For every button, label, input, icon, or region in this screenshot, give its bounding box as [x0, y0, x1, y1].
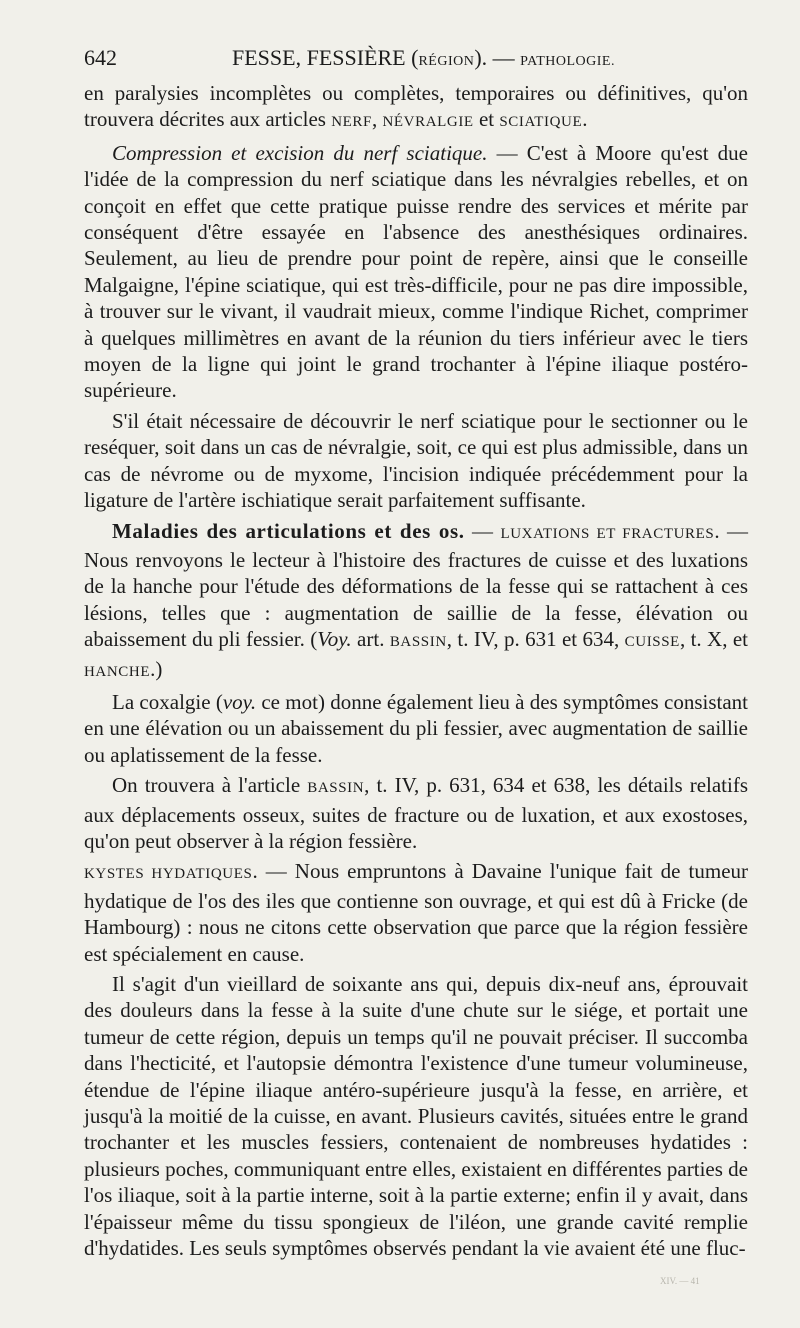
- p5-voy: voy.: [222, 689, 257, 714]
- paragraph-compression: [84, 140, 748, 404]
- ref-sciatique: SCIATIQUE: [499, 114, 583, 131]
- p4-text1: . — Nous renvoyons le lecteur à l'histoire des fractures de cuisse et des luxations de la hanche pour l'étude des déformations de la fesse qui se rattachent à ces lésions, telles que : augmentation de saillie de la fesse, élévation ou abaissement du pli fessier. (: [84, 518, 749, 652]
- p6-text2: , t. IV, p. 631, 634 et 638, les détails relatifs aux déplacements osseux, suites de fracture ou de luxation, et aux exostoses, qu'on peut observer à la région fessière.: [84, 773, 749, 853]
- p5-text2: ce mot) donne également lieu à des symptômes consistant en une élévation ou un abaissement du pli fessier, avec augmentation de saillie ou aplatissement de la fesse.: [84, 689, 748, 767]
- p4-voy: Voy.: [317, 627, 352, 652]
- paragraph-coxalgie: [84, 689, 748, 768]
- p4-text3: , t. IV, p. 631 et 634,: [446, 627, 625, 652]
- page-number: 642: [84, 45, 117, 70]
- p2-text: — C'est à Moore qu'est due l'idée de la compression du nerf sciatique dans les névralgies rebelles, et on conçoit en effet que cette pratique puisse rendre des services et mérite par conséquent d'être essayée en l'absence des anesthésiques ordinaires. Seulement, au lieu de prendre pour point de repère, ainsi que le conseille Malgaigne, l'épine sciatique, qui est très-difficile, pour ne pas dire impossible, à trouver sur le vivant, il vaudrait mieux, comme l'indique Richet, comprimer à quelques millimètres en avant de la réunion du tiers inférieur avec le tiers moyen de la ligne qui joint le grand trochanter à l'épine iliaque postéro-supérieure.: [84, 140, 749, 403]
- p1-text: en paralysies incomplètes ou complètes, temporaires ou définitives, qu'on trouvera décrites aux articles: [84, 81, 748, 132]
- section-heading-kystes: KYSTES HYDATIQUES: [84, 866, 253, 883]
- p4-text2: art.: [351, 627, 390, 652]
- ref-bassin: BASSIN: [389, 634, 447, 651]
- p7-text: . — Nous empruntons à Davaine l'unique fait de tumeur hydatique de l'os des iles que contienne son ouvrage, et qui est dû à Fricke (de Hambourg) : nous ne citons cette observation que parce que la région fessière est spécialement en cause.: [84, 859, 749, 966]
- paragraph-1: [84, 80, 748, 136]
- paragraph-maladies: [84, 518, 748, 685]
- paragraph-kystes: [84, 858, 748, 967]
- header-section: PATHOLOGIE.: [520, 54, 615, 69]
- ref-nerf: NERF: [331, 114, 372, 131]
- body-text: [84, 80, 748, 1261]
- paragraph-decouvrir: [84, 408, 748, 514]
- running-title: [232, 40, 615, 80]
- section-heading-maladies: Maladies des articulations et des os.: [112, 518, 465, 543]
- p4-text4: , t. X, et: [679, 627, 748, 652]
- p1-sep1: ,: [371, 107, 383, 132]
- ref-hanche: HANCHE: [84, 663, 151, 680]
- header-title: FESSE, FESSIÈRE: [232, 45, 406, 70]
- p4-dash: —: [464, 518, 501, 543]
- p1-sep2: et: [473, 107, 500, 132]
- header-region: RÉGION: [418, 54, 475, 69]
- header-region-suffix: ). —: [474, 45, 521, 70]
- p4-text5: .): [150, 656, 163, 681]
- running-header: [84, 40, 748, 76]
- ref-cuisse: CUISSE: [624, 634, 680, 651]
- p1-end: .: [582, 107, 588, 132]
- section-heading-compression: Compression et excision du nerf sciatique.: [112, 140, 488, 165]
- subheading-luxations: LUXATIONS ET FRACTURES: [500, 525, 715, 542]
- paragraph-vieillard: [84, 971, 748, 1261]
- p8-text: Il s'agit d'un vieillard de soixante ans qui, depuis dix-neuf ans, éprouvait des douleurs dans la fesse à la suite d'une chute sur le siége, et portait une tumeur de cette région, depuis un temps qu'il ne pouvait préciser. Il succomba dans l'hecticité, et l'autopsie démontra l'existence d'une tumeur volumineuse, étendue de l'épine iliaque antéro-supérieure jusqu'à la fesse, en arrière, et jusqu'à la moitié de la cuisse, en avant. Plusieurs cavités, situées entre le grand trochanter et les muscles fessiers, contenaient de nombreuses hydatides : plusieurs poches, communiquant entre elles, existaient en différentes parties de l'os iliaque, soit à la partie interne, soit à la partie externe; enfin il y avait, dans l'épaisseur même du tissu spongieux de l'iléon, une grande cavité remplie d'hydatides. Les seuls symptômes observés pendant la vie avaient été une fluc-: [84, 972, 748, 1261]
- ref-nevralgie: NÉVRALGIE: [382, 114, 474, 131]
- header-region-prefix: (: [405, 45, 419, 70]
- signature-mark: XIV. — 41: [660, 1276, 700, 1286]
- p6-text1: On trouvera à l'article: [112, 773, 308, 798]
- p3-text: S'il était nécessaire de découvrir le nerf sciatique pour le sectionner ou le reséquer, soit dans un cas de névralgie, soit, ce qui est plus admissible, dans un cas de névrome ou de myxome, l'incision indiquée précédemment pour la ligature de l'artère ischiatique serait parfaitement suffisante.: [84, 408, 748, 513]
- ref-bassin-2: BASSIN: [307, 780, 365, 797]
- paragraph-bassin: [84, 772, 748, 854]
- p5-text1: La coxalgie (: [112, 689, 223, 714]
